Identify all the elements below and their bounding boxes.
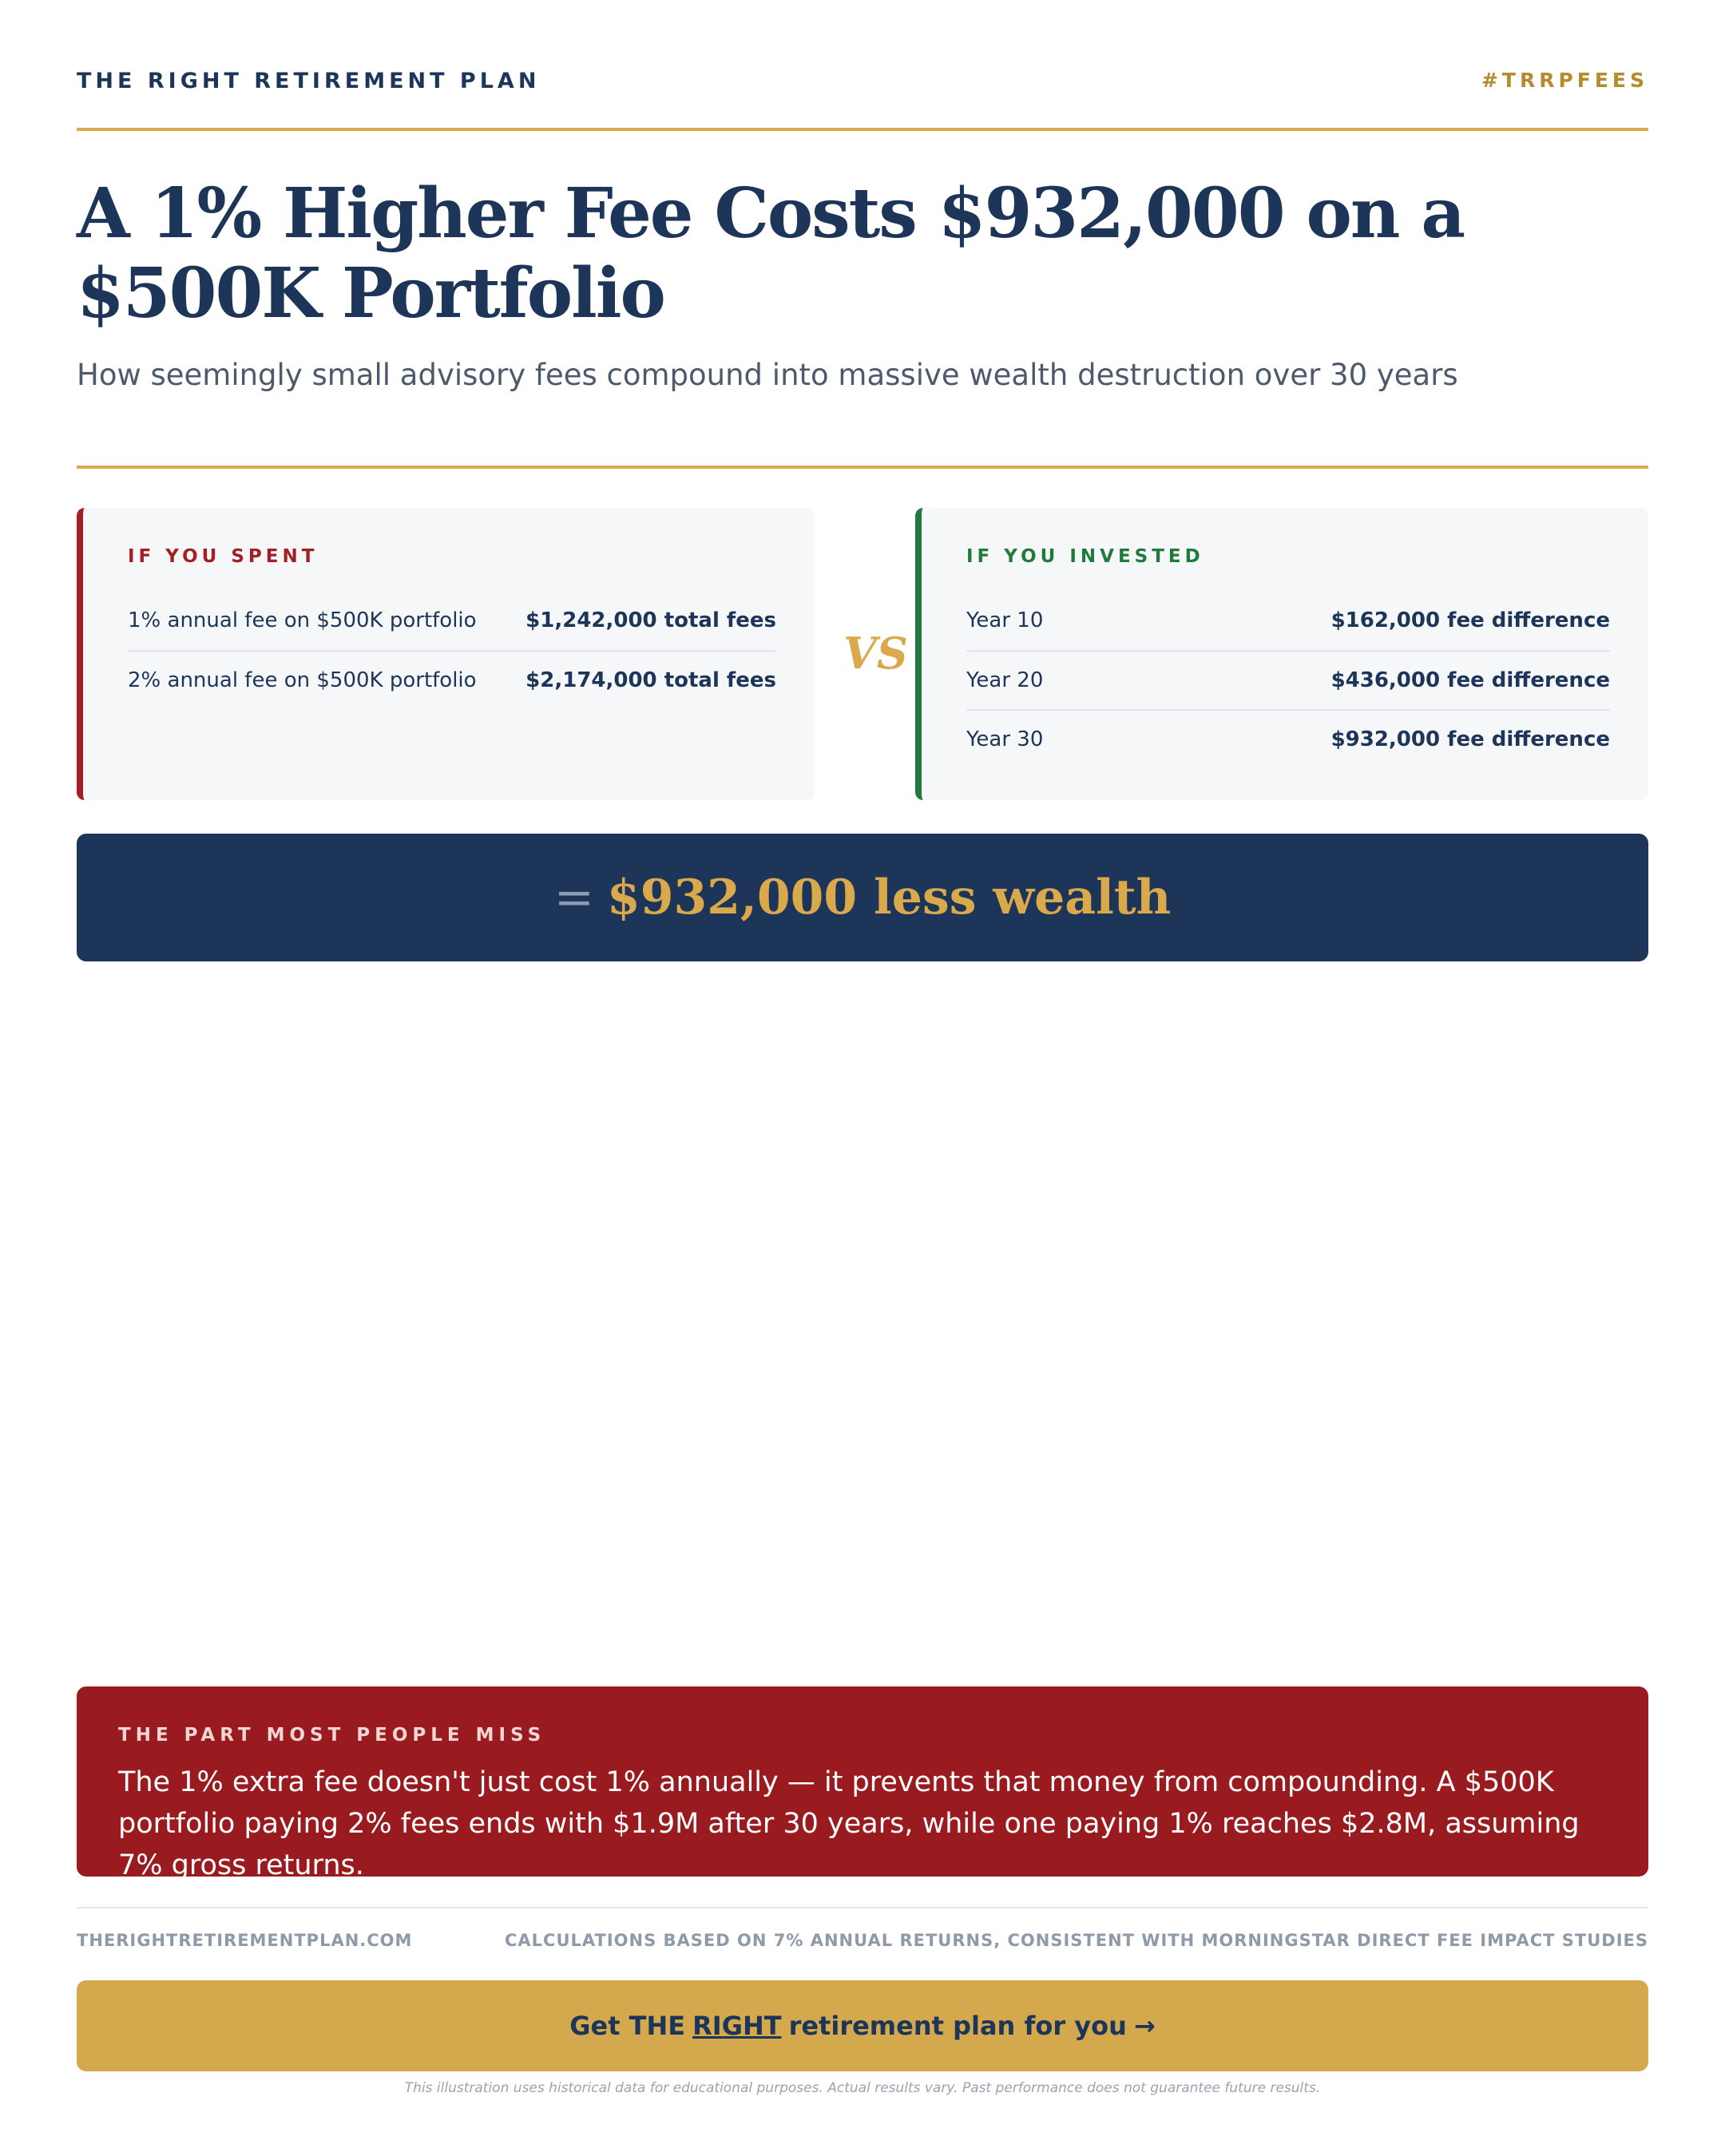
cta-button[interactable] bbox=[77, 1980, 1648, 2071]
disclaimer: This illustration uses historical data for educational purposes. Actual results vary. Past performance does not guarantee future results. bbox=[404, 2080, 1321, 2096]
infographic-page bbox=[77, 0, 1648, 2156]
arrow-right-icon: → bbox=[1133, 2011, 1156, 2041]
spent-card bbox=[77, 508, 815, 800]
page-title: A 1% Higher Fee Costs $932,000 on a $500K Portfolio bbox=[77, 173, 1465, 334]
invested-row-label: Year 20 bbox=[966, 668, 1044, 692]
invested-row bbox=[966, 709, 1610, 768]
invested-row-value: $932,000 fee difference bbox=[1330, 727, 1610, 751]
footer-site-link[interactable]: THERIGHTRETIREMENTPLAN.COM bbox=[77, 1931, 413, 1950]
cta-text-emphasis: RIGHT bbox=[692, 2011, 782, 2041]
spent-row bbox=[128, 591, 776, 650]
spent-card-label: IF YOU SPENT bbox=[128, 546, 319, 567]
callout-text: The 1% extra fee doesn't just cost 1% annually — it prevents that money from compounding. A $500K portfolio paying 2% fees ends with $1.9M after 30 years, while one paying 1% reaches $2.8M, assuming 7% gross returns. bbox=[118, 1766, 1580, 1881]
footer-divider bbox=[77, 1907, 1648, 1908]
page-subtitle: How seemingly small advisory fees compound into massive wealth destruction over 30 years bbox=[77, 358, 1458, 392]
invested-row-value: $162,000 fee difference bbox=[1330, 608, 1610, 632]
invested-row-label: Year 30 bbox=[966, 727, 1044, 751]
vs-label: VS bbox=[843, 628, 908, 679]
header-divider bbox=[77, 128, 1648, 131]
cta-text-after: retirement plan for you bbox=[788, 2011, 1127, 2041]
section-divider bbox=[77, 466, 1648, 469]
invested-card-label: IF YOU INVESTED bbox=[966, 546, 1204, 567]
callout-box bbox=[77, 1686, 1648, 1881]
spent-row bbox=[128, 650, 776, 709]
invested-row-label: Year 10 bbox=[966, 608, 1044, 632]
spent-row-value: $2,174,000 total fees bbox=[525, 668, 776, 692]
spent-row-value: $1,242,000 total fees bbox=[525, 608, 776, 632]
invested-row bbox=[966, 650, 1610, 709]
hashtag: #TRRPFEES bbox=[1481, 69, 1648, 92]
invested-row-value: $436,000 fee difference bbox=[1330, 668, 1610, 692]
cta-text-before: Get THE bbox=[569, 2011, 686, 2041]
brand-name: THE RIGHT RETIREMENT PLAN bbox=[77, 69, 541, 93]
result-text: $932,000 less wealth bbox=[607, 870, 1172, 925]
result-banner bbox=[77, 834, 1648, 961]
spent-row-label: 1% annual fee on $500K portfolio bbox=[128, 608, 477, 632]
invested-card bbox=[915, 508, 1648, 800]
callout-label: THE PART MOST PEOPLE MISS bbox=[118, 1725, 546, 1746]
spent-row-label: 2% annual fee on $500K portfolio bbox=[128, 668, 477, 692]
invested-row bbox=[966, 591, 1610, 650]
footer-methodology-note: CALCULATIONS BASED ON 7% ANNUAL RETURNS, CONSISTENT WITH MORNINGSTAR DIRECT FEE IMPACT STUDIES bbox=[505, 1931, 1648, 1950]
header bbox=[77, 69, 1648, 104]
equals-sign: = bbox=[553, 870, 594, 925]
